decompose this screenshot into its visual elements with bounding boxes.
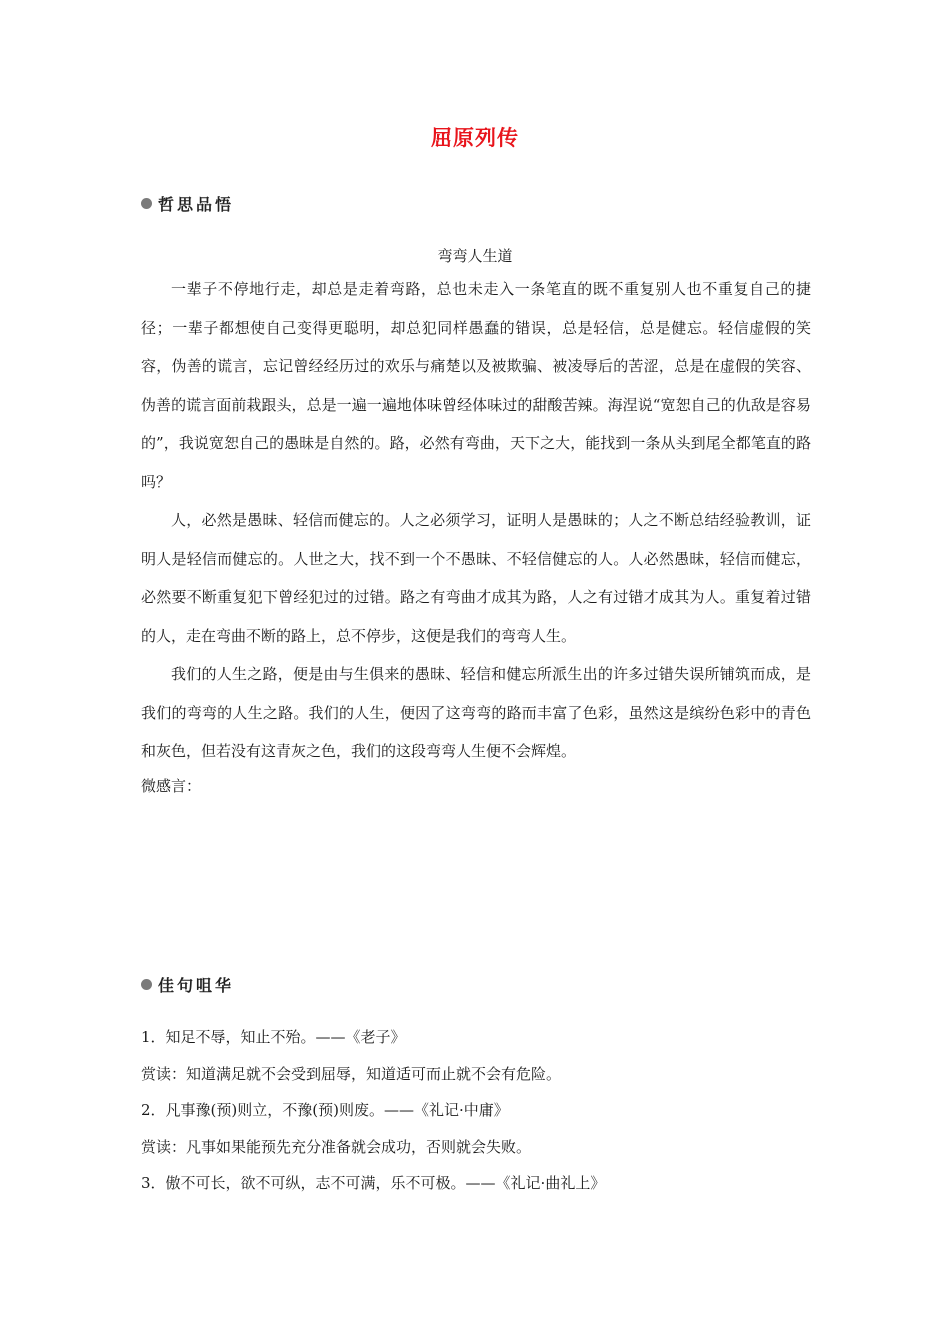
bullet-circle-icon: [141, 979, 152, 990]
essay-title: 弯弯人生道: [437, 247, 513, 265]
section-heading-quotes: [141, 973, 234, 996]
quote-commentary: 赏读：知道满足就不会受到屈辱，知道适可而止就不会有危险。: [141, 1064, 562, 1083]
quotes-list: [141, 1022, 821, 1205]
page-title: 屈原列传: [431, 126, 519, 150]
quote-line: 3．傲不可长，欲不可纵，志不可满，乐不可极。——《礼记·曲礼上》: [141, 1174, 606, 1192]
reflection-label: 微感言：: [141, 776, 202, 795]
section-heading-text: 哲思品悟: [158, 195, 235, 214]
essay-paragraph: 一辈子不停地行走，却总是走着弯路，总也未走入一条笔直的既不重复别人也不重复自己的捷径；一辈子都想使自己变得更聪明，却总犯同样愚蠢的错误，总是轻信，总是健忘。轻信虚假的笑容，伪善的谎言，忘记曾经经历过的欢乐与痛楚以及被欺骗、被凌辱后的苦涩，总是在虚假的笑容、伪善的谎言面前栽跟头，总是一遍一遍地体味曾经体味过的甜酸苦辣。海涅说“宽恕自己的仇敌是容易的”，我说宽恕自己的愚昧是自然的。路，必然有弯曲，天下之大，能找到一条从头到尾全都笔直的路吗？: [141, 280, 811, 491]
essay-paragraph: 我们的人生之路，便是由与生俱来的愚昧、轻信和健忘所派生出的许多过错失误所铺筑而成，是我们的弯弯的人生之路。我们的人生，便因了这弯弯的路而丰富了色彩，虽然这是缤纷色彩中的青色和灰色，但若没有这青灰之色，我们的这段弯弯人生便不会辉煌。: [141, 665, 811, 760]
quote-line: 1．知足不辱，知止不殆。——《老子》: [141, 1028, 406, 1046]
section-heading-philosophy: [141, 192, 234, 215]
section-heading-text: 佳句咀华: [158, 976, 235, 995]
quote-line: 2．凡事豫(预)则立，不豫(预)则废。——《礼记·中庸》: [141, 1101, 509, 1119]
essay-body: [141, 270, 811, 801]
essay-paragraph: 人，必然是愚昧、轻信而健忘的。人之必须学习，证明人是愚昧的；人之不断总结经验教训，证明人是轻信而健忘的。人世之大，找不到一个不愚昧、不轻信健忘的人。人必然愚昧，轻信而健忘，必然要不断重复犯下曾经犯过的过错。路之有弯曲才成其为路，人之有过错才成其为人。重复着过错的人，走在弯曲不断的路上，总不停步，这便是我们的弯弯人生。: [141, 511, 811, 645]
quote-commentary: 赏读：凡事如果能预先充分准备就会成功，否则就会失败。: [141, 1137, 532, 1156]
bullet-circle-icon: [141, 198, 152, 209]
